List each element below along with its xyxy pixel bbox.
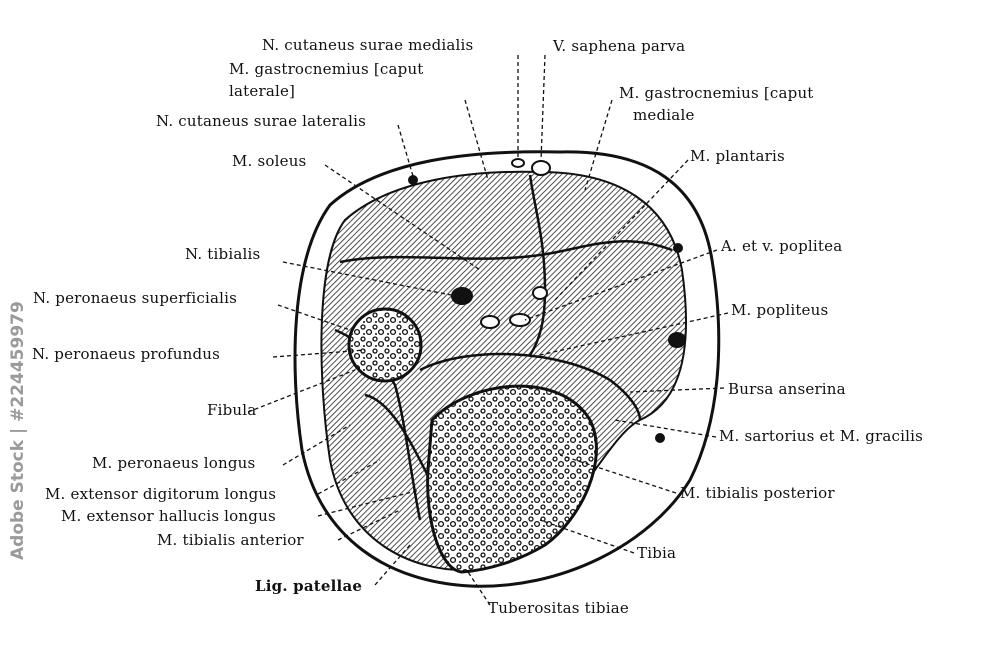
label-m-popliteus: M. popliteus xyxy=(731,301,829,319)
label-n-peronaeus-superficialis: N. peronaeus superficialis xyxy=(33,289,237,307)
label-tibia: Tibia xyxy=(637,544,677,562)
label-lig-patellae: Lig. patellae xyxy=(255,577,363,595)
label-a-v-poplitea: A. et v. poplitea xyxy=(721,237,843,255)
label-fibula: Fibula xyxy=(207,401,257,419)
label-tuberositas-tibiae: Tuberositas tibiae xyxy=(488,599,629,617)
label-m-soleus: M. soleus xyxy=(232,152,307,170)
label-m-tibialis-anterior: M. tibialis anterior xyxy=(157,531,304,549)
label-n-cutaneus-surae-medialis: N. cutaneus surae medialis xyxy=(262,36,474,54)
label-gastrocnemius-laterale-2: laterale] xyxy=(229,82,296,100)
label-m-sartorius-gracilis: M. sartorius et M. gracilis xyxy=(719,427,924,445)
watermark: Adobe Stock | #224459979 xyxy=(8,301,28,560)
label-n-tibialis: N. tibialis xyxy=(185,245,261,263)
label-n-peronaeus-profundus: N. peronaeus profundus xyxy=(32,345,221,363)
label-bursa-anserina: Bursa anserina xyxy=(728,380,846,398)
label-v-saphena-parva: V. saphena parva xyxy=(553,37,686,55)
label-gastrocnemius-laterale-1: M. gastrocnemius [caput xyxy=(229,60,424,78)
label-gastrocnemius-mediale-2: mediale xyxy=(633,106,695,124)
label-m-extensor-hallucis-longus: M. extensor hallucis longus xyxy=(61,507,276,525)
label-m-peronaeus-longus: M. peronaeus longus xyxy=(92,454,256,472)
label-gastrocnemius-mediale-1: M. gastrocnemius [caput xyxy=(619,84,814,102)
label-m-extensor-digitorum-longus: M. extensor digitorum longus xyxy=(45,485,277,503)
fibula-bone xyxy=(349,309,421,381)
label-m-tibialis-posterior: M. tibialis posterior xyxy=(680,484,835,502)
label-m-plantaris: M. plantaris xyxy=(690,147,785,165)
label-n-cutaneus-surae-lateralis: N. cutaneus surae lateralis xyxy=(156,112,366,130)
